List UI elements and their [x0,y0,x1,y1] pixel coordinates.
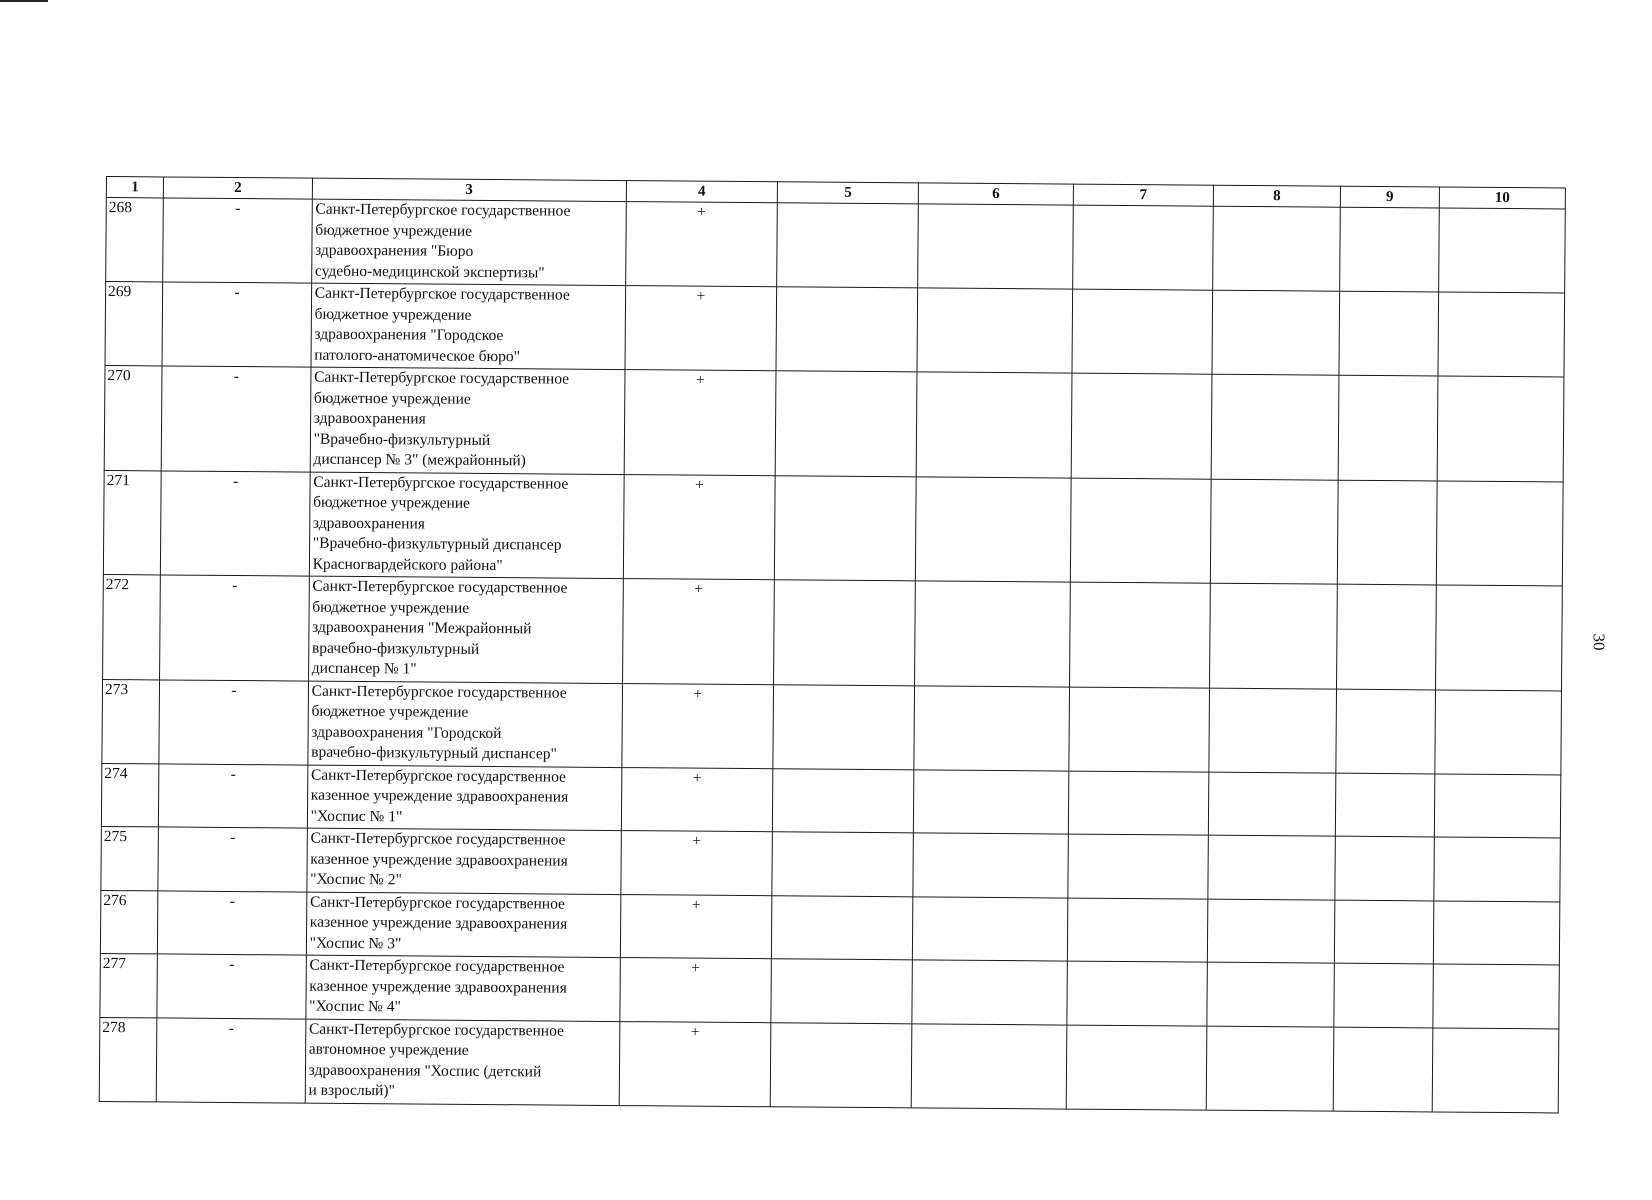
empty-cell [1438,292,1565,377]
empty-cell [1210,479,1338,584]
institution-name-cell [311,283,625,369]
empty-cell [1067,961,1207,1026]
row-number: 271 [103,470,161,575]
column-2-value: - [162,282,311,367]
empty-cell [1070,478,1211,584]
empty-cell [775,371,917,477]
empty-cell [1212,290,1340,375]
empty-cell [771,959,913,1024]
institution-name-cell [305,1019,619,1105]
row-number: 278 [99,1017,157,1101]
empty-cell [775,475,917,581]
column-4-mark: + [620,894,772,959]
empty-cell [1211,374,1339,479]
row-number: 273 [102,679,160,763]
empty-cell [917,288,1072,373]
empty-cell [912,960,1067,1025]
table-row [103,470,1563,586]
empty-cell [774,580,916,686]
column-header-10: 10 [1439,187,1565,209]
column-2-value: - [159,763,308,828]
empty-cell [1437,376,1564,481]
table-row [105,282,1565,377]
empty-cell [1206,1026,1334,1111]
column-4-mark: + [619,1021,771,1106]
row-number: 277 [100,953,158,1017]
column-2-value: - [163,198,312,283]
empty-cell [1337,584,1436,689]
column-4-mark: + [620,831,772,896]
column-4-mark: + [619,958,771,1023]
empty-cell [1433,964,1560,1028]
column-2-value: - [161,470,310,576]
column-4-mark: + [621,683,773,768]
empty-cell [1340,207,1439,292]
empty-cell [915,581,1071,687]
empty-cell [1333,1027,1432,1112]
empty-cell [916,476,1072,582]
empty-cell [1334,963,1433,1027]
empty-cell [772,832,914,897]
column-header-1: 1 [106,177,163,198]
table-row [101,763,1560,838]
empty-cell [911,1023,1066,1108]
column-2-value: - [159,679,308,764]
institution-name-cell [306,955,620,1021]
column-header-8: 8 [1213,185,1340,207]
empty-cell [916,372,1072,478]
column-4-mark: + [625,202,777,287]
institution-name: Санкт-Петербургское государственное казенное учреждение здравоохранения "Хоспис № 3" [309,893,568,952]
empty-cell [1433,900,1560,964]
table-row [103,574,1563,690]
institution-name: Санкт-Петербургское государственное бюджетное учреждение здравоохранения "Врачебно-физкультурный диспансер № 3" (межрайонный) [313,368,570,470]
table-row [99,1017,1559,1112]
column-4-mark: + [623,474,775,580]
scan-edge-mark [0,0,48,2]
column-4-mark: + [625,286,777,371]
column-2-value: - [160,575,309,681]
table-body [99,198,1565,1113]
table-row [100,890,1559,965]
column-header-9: 9 [1340,186,1439,208]
row-number: 276 [100,890,158,954]
empty-cell [1336,689,1435,774]
institution-name: Санкт-Петербургское государственное бюджетное учреждение здравоохранения "Врачебно-физкультурный диспансер Красногвардейского района" [312,473,569,574]
empty-cell [1068,834,1208,899]
column-2-value: - [158,890,307,955]
empty-cell [1432,1027,1559,1112]
empty-cell [776,287,918,372]
empty-cell [1335,836,1434,900]
institution-name-cell [310,367,625,474]
empty-cell [1336,773,1435,837]
empty-cell [913,833,1068,898]
empty-cell [1208,835,1336,899]
row-number: 274 [101,763,159,827]
institution-name: Санкт-Петербургское государственное казенное учреждение здравоохранения "Хоспис № 2" [310,829,568,889]
empty-cell [772,895,914,960]
column-2-value: - [161,366,310,472]
column-header-5: 5 [777,182,918,204]
empty-cell [1207,962,1335,1026]
row-number: 270 [104,365,162,470]
empty-cell [1068,771,1208,836]
row-number: 268 [106,198,164,282]
empty-cell [914,769,1069,834]
empty-cell [918,204,1073,289]
institution-name-cell [308,576,623,683]
empty-cell [1339,291,1438,376]
column-2-value: - [157,954,306,1019]
row-number: 272 [103,574,161,679]
column-4-mark: + [624,370,776,476]
empty-cell [1071,373,1212,479]
institution-name: Санкт-Петербургское государственное бюджетное учреждение здравоохранения "Межрайонный врачебно-физкультурный диспансер № 1" [311,577,568,678]
empty-cell [1066,1025,1207,1110]
table-row [106,198,1566,293]
column-header-6: 6 [918,183,1073,205]
empty-cell [1436,480,1563,585]
table-row [104,365,1564,481]
table-row [101,826,1560,901]
column-header-2: 2 [164,177,313,199]
column-header-4: 4 [626,181,778,203]
institution-name: Санкт-Петербургское государственное бюджетное учреждение здравоохранения "Городской врачебно-физкультурный диспансер" [311,682,567,763]
page-number: 30 [1589,633,1609,651]
table-row [102,679,1562,774]
empty-cell [1335,900,1434,964]
row-number: 275 [101,826,159,890]
institution-name-cell [307,765,621,831]
empty-cell [1067,898,1207,963]
empty-cell [773,684,915,769]
institution-name: Санкт-Петербургское государственное бюджетное учреждение здравоохранения "Бюро судебно-медицинской экспертизы" [314,200,571,281]
empty-cell [1209,688,1337,773]
empty-cell [1072,289,1213,374]
column-header-7: 7 [1073,184,1213,206]
column-4-mark: + [621,767,773,832]
empty-cell [1438,208,1565,293]
column-4-mark: + [622,579,774,685]
empty-cell [1208,772,1336,836]
empty-cell [1069,687,1210,772]
empty-cell [770,1022,912,1107]
empty-cell [913,896,1068,961]
column-2-value: - [156,1017,305,1102]
empty-cell [1073,205,1214,290]
institution-name-cell [307,828,621,894]
empty-cell [1069,582,1210,688]
column-header-3: 3 [312,178,626,201]
empty-cell [1338,375,1437,480]
row-number: 269 [105,282,163,366]
empty-cell [773,768,915,833]
institution-name-cell [309,472,624,579]
empty-cell [777,203,919,288]
empty-cell [1209,583,1337,688]
empty-cell [1435,689,1562,774]
institution-name: Санкт-Петербургское государственное казенное учреждение здравоохранения "Хоспис № 1" [310,766,569,825]
empty-cell [914,685,1069,770]
institution-name: Санкт-Петербургское государственное бюджетное учреждение здравоохранения "Городское патолого-анатомическое бюро" [314,284,570,365]
institution-name: Санкт-Петербургское государственное казенное учреждение здравоохранения "Хоспис № 4" [309,956,567,1016]
empty-cell [1337,480,1436,585]
table-row [100,953,1559,1028]
register-table [99,176,1566,1113]
institution-name: Санкт-Петербургское государственное автономное учреждение здравоохранения "Хоспис (детский и взрослый)" [308,1020,565,1100]
institution-name-cell [311,199,625,285]
empty-cell [1207,899,1335,963]
empty-cell [1434,773,1561,837]
empty-cell [1213,206,1341,291]
institution-name-cell [308,681,622,767]
empty-cell [1435,585,1562,690]
empty-cell [1434,837,1561,901]
institution-name-cell [306,892,620,958]
column-2-value: - [158,827,307,892]
